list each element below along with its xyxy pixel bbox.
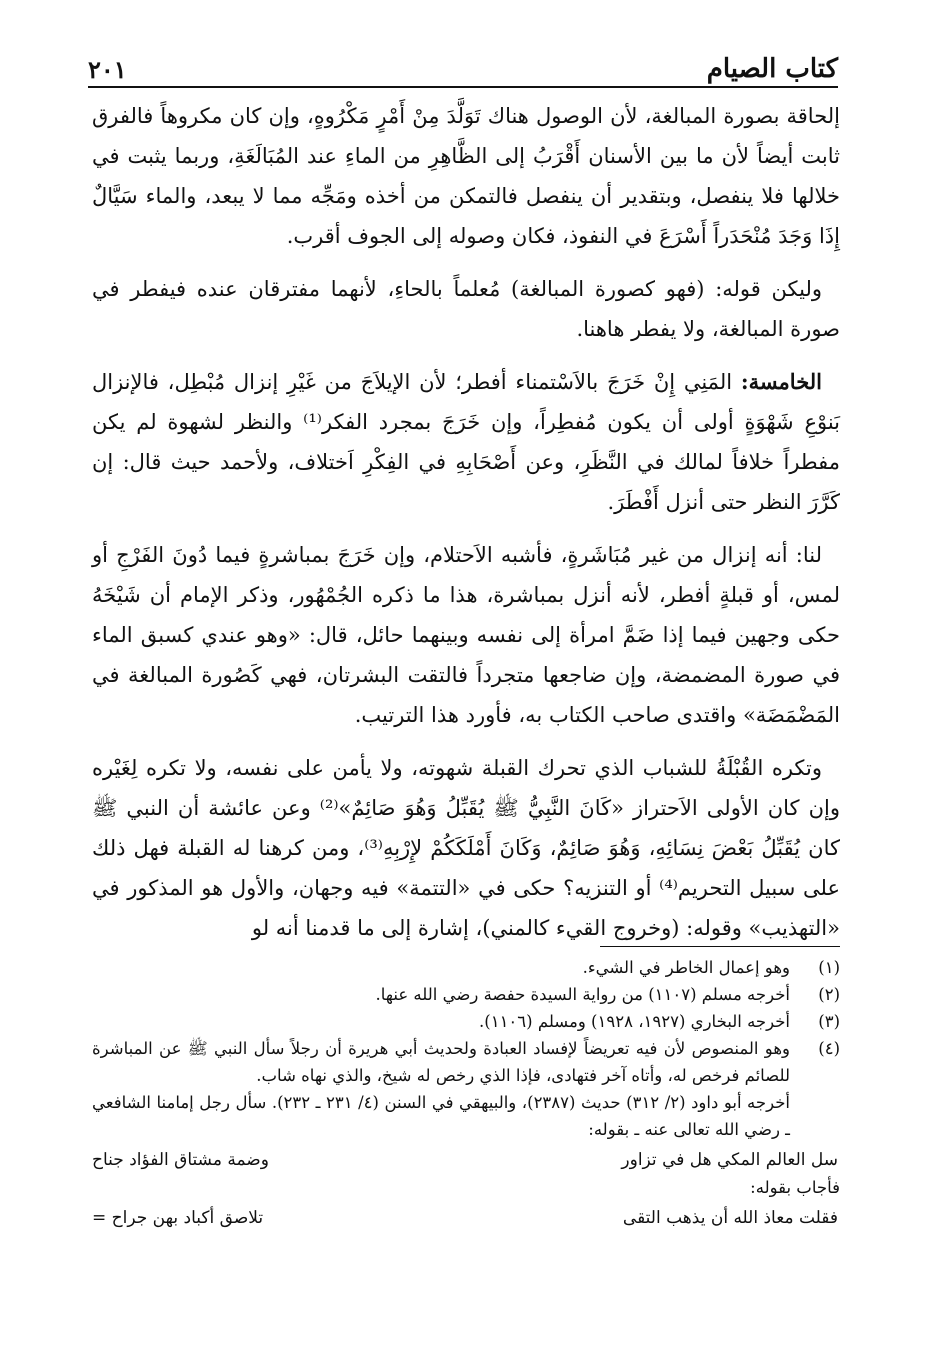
paragraph-text: وليكن قوله: (فهو كصورة المبالغة) مُعلماً بالحاءِ، لأنهما مفترقان عنده فيفطر في صورة المبالغة، ولا يفطر هاهنا. bbox=[92, 277, 840, 341]
paragraph bbox=[92, 535, 840, 735]
footnote-number: (٤) bbox=[818, 1039, 840, 1058]
footnote-4-continuation: أخرجه أبو داود (٢/ ٣١٢) حديث (٢٣٨٧)، والبيهقي في السنن (٤/ ٢٣١ ـ ٢٣٢). سأل رجل إمامنا الشافعي ـ رضي الله تعالى عنه ـ بقوله: bbox=[92, 1093, 790, 1139]
footnote-text: وهو إعمال الخاطر في الشيء. bbox=[582, 958, 790, 977]
page-number: ٢٠١ bbox=[88, 55, 127, 84]
paragraph bbox=[92, 269, 840, 349]
paragraph bbox=[92, 362, 840, 522]
verse-second-hemistich: وضمة مشتاق الفؤاد جناح bbox=[92, 1150, 269, 1170]
footnote-number: (٢) bbox=[818, 985, 840, 1004]
verse-second-hemistich: تلاصق أكباد بهن جراح = bbox=[92, 1208, 264, 1228]
verse-first-hemistich: فقلت معاذ الله أن يذهب التقى bbox=[622, 1208, 838, 1228]
paragraph bbox=[92, 748, 840, 948]
verse-first-hemistich: سل العالم المكي هل في تزاور bbox=[621, 1150, 838, 1170]
footnote-1 bbox=[92, 954, 840, 981]
page-header bbox=[88, 40, 838, 88]
footnote-text: وهو المنصوص لأن فيه تعريضاً لإفساد العبادة ولحديث أبي هريرة أن رجلاً سأل النبي ﷺ عن المباشرة للصائم فرخص له، وأتاه آخر فتهادى، فإذا الذي رخص له شيخ، والذي نهاه شاب. bbox=[92, 1039, 790, 1085]
footnote-text: أخرجه البخاري (١٩٢٧، ١٩٢٨) ومسلم (١١٠٦). bbox=[479, 1012, 790, 1031]
section-lead: الخامسة: bbox=[740, 369, 822, 394]
footnote-2 bbox=[92, 981, 840, 1008]
paragraph bbox=[92, 96, 840, 256]
poem-verse-1 bbox=[92, 1147, 840, 1174]
book-title: كتاب الصيام bbox=[706, 54, 838, 84]
footnote-divider bbox=[600, 946, 840, 947]
answer-intro: فأجاب بقوله: bbox=[750, 1178, 840, 1197]
footnote-number: (٣) bbox=[818, 1012, 840, 1031]
footnote-4 bbox=[92, 1035, 840, 1089]
poem-verse-2 bbox=[92, 1205, 840, 1232]
paragraph-text: المَنِي إِنْ خَرَجَ بالاَسْتمناء أفطر؛ لأن الإيلاَجَ من غَيْرِ إنزال مُبْطِل، فالإنزال بَنوْعِ شَهْوَةٍ أولى أن يكون مُفطِراً، وإن خَرَجَ بمجرد الفكر⁽¹⁾ والنظر لشهوة لم يكن مفطراً خلافاً لمالك في النَّظَرِ، وعن أَصْحَابِهِ في الفِكْرِ اَختلاف، ولأحمد حيث قال: إن كَرَّرَ النظر حتى أنزل أَفْطَرَ. bbox=[92, 370, 841, 514]
paragraph-text: لنا: أنه إنزال من غير مُبَاشَرةٍ، فأشبه الاَحتلام، وإن خَرَجَ بمباشرةٍ فيما دُونَ الفَرْجِ أو لمس، أو قبلةٍ أفطر، لأنه أنزل بمباشرة، هذا ما ذكره الجُمْهُور، وذكر الإمام أن شَيْخَهُ حكى وجهين فيما إذا ضَمَّ امرأة إلى نفسه وبينهما حائل، قال: «وهو عندي كسبق الماء في صورة المضمضة، وإن ضاجعها متجرداً فالتقت البشرتان، فهي كَصُورة المبالغة في المَضْمَضَة» واقتدى صاحب الكتاب به، فأورد هذا الترتيب. bbox=[92, 543, 840, 727]
paragraph-text: وتكره القُبْلَةُ للشباب الذي تحرك القبلة شهوته، ولا يأمن على نفسه، ولا تكره لِغَيْره وإن كان الأولى الاَحتراز «كَانَ النَّبِيُّ ﷺ يُقَبِّلُ وَهُوَ صَائِمٌ»⁽²⁾ وعن عائشة أن النبي ﷺ كان يُقَبِّلُ بَعْضَ نِسَائِهِ، وَهُوَ صَائِمٌ، وَكَانَ أَمْلَكَكُمْ لإِرْبِهِ⁽³⁾، ومن كرهنا له القبلة فهل ذلك على سبيل التحريم⁽⁴⁾ أو التنزيه؟ حكى في «التتمة» فيه وجهان، والأول هو المذكور في «التهذيب» وقوله: (وخروج القيء كالمني)، إشارة إلى ما قدمنا أنه لو bbox=[92, 756, 840, 940]
footnote-3 bbox=[92, 1008, 840, 1035]
footnote-number: (١) bbox=[818, 958, 840, 977]
main-text bbox=[92, 96, 840, 961]
footnote-text: أخرجه مسلم (١١٠٧) من رواية السيدة حفصة رضي الله عنها. bbox=[375, 985, 790, 1004]
footnotes bbox=[92, 954, 840, 1232]
paragraph-text: إلحاقة بصورة المبالغة، لأن الوصول هناك تَوَلَّدَ مِنْ أَمْرٍ مَكْرُوهٍ، وإن كان مكروهاً فالفرق ثابت أيضاً لأن ما بين الأسنان أَقْرَبُ إلى الظَّاهِرِ من الماءِ عند المُبَالَغَةِ، وربما يثبت في خلالها فلا ينفصل، وبتقدير أن ينفصل فالتمكن من أخذه ومَجِّه مما لا يبعد، والماء سَيَّالٌ إِذَا وَجَدَ مُنْحَدَراً أَسْرَعَ في النفوذ، فكان وصوله إلى الجوف أقرب. bbox=[92, 104, 840, 248]
